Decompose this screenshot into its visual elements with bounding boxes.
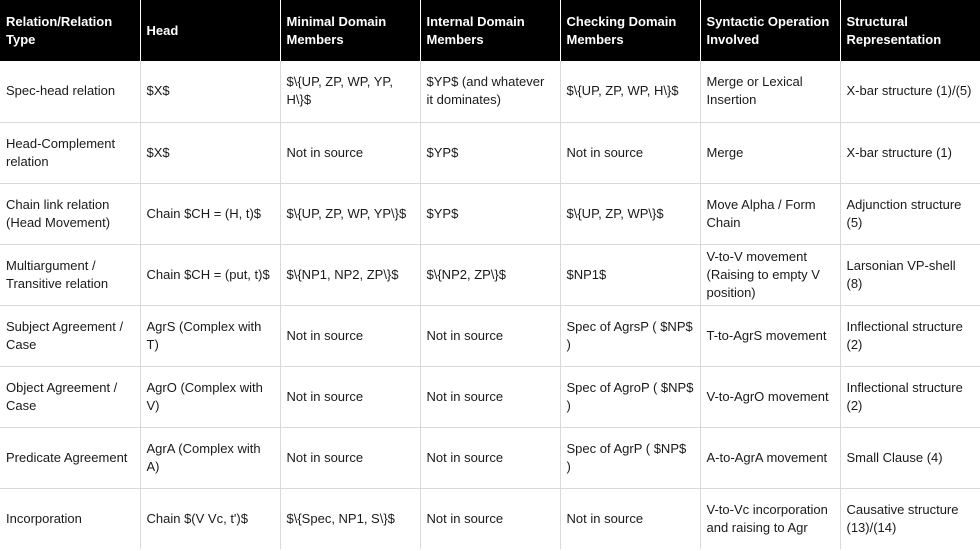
cell-structural-representation: Larsonian VP-shell (8) — [840, 244, 980, 305]
cell-head: Chain $CH = (put, t)$ — [140, 244, 280, 305]
table-row — [0, 61, 980, 122]
cell-syntactic-operation: Merge — [700, 122, 840, 183]
cell-head: AgrO (Complex with V) — [140, 366, 280, 427]
cell-structural-representation: Adjunction structure (5) — [840, 183, 980, 244]
cell-internal-domain: Not in source — [420, 305, 560, 366]
cell-internal-domain: Not in source — [420, 427, 560, 488]
cell-internal-domain: $YP$ — [420, 122, 560, 183]
cell-internal-domain: $\{NP2, ZP\}$ — [420, 244, 560, 305]
cell-relation-type: Head-Complement relation — [0, 122, 140, 183]
table-row — [0, 427, 980, 488]
cell-checking-domain: $\{UP, ZP, WP\}$ — [560, 183, 700, 244]
cell-head: AgrS (Complex with T) — [140, 305, 280, 366]
cell-minimal-domain: $\{Spec, NP1, S\}$ — [280, 488, 420, 549]
cell-syntactic-operation: A-to-AgrA movement — [700, 427, 840, 488]
table-row — [0, 244, 980, 305]
cell-relation-type: Spec-head relation — [0, 61, 140, 122]
header-syntactic-operation: Syntactic Operation Involved — [700, 0, 840, 61]
cell-checking-domain: Not in source — [560, 122, 700, 183]
cell-minimal-domain: $\{UP, ZP, WP, YP\}$ — [280, 183, 420, 244]
table-row — [0, 122, 980, 183]
cell-relation-type: Predicate Agreement — [0, 427, 140, 488]
header-internal-domain: Internal Domain Members — [420, 0, 560, 61]
table-header — [0, 0, 980, 61]
cell-internal-domain: $YP$ — [420, 183, 560, 244]
cell-minimal-domain: $\{NP1, NP2, ZP\}$ — [280, 244, 420, 305]
cell-checking-domain: $NP1$ — [560, 244, 700, 305]
cell-syntactic-operation: Move Alpha / Form Chain — [700, 183, 840, 244]
header-minimal-domain: Minimal Domain Members — [280, 0, 420, 61]
cell-internal-domain: Not in source — [420, 488, 560, 549]
cell-checking-domain: Spec of AgrsP ( $NP$ ) — [560, 305, 700, 366]
cell-checking-domain: Spec of AgroP ( $NP$ ) — [560, 366, 700, 427]
cell-structural-representation: Inflectional structure (2) — [840, 366, 980, 427]
table-row — [0, 488, 980, 549]
cell-relation-type: Subject Agreement / Case — [0, 305, 140, 366]
cell-syntactic-operation: T-to-AgrS movement — [700, 305, 840, 366]
cell-relation-type: Object Agreement / Case — [0, 366, 140, 427]
cell-structural-representation: X-bar structure (1)/(5) — [840, 61, 980, 122]
cell-syntactic-operation: Merge or Lexical Insertion — [700, 61, 840, 122]
cell-minimal-domain: $\{UP, ZP, WP, YP, H\}$ — [280, 61, 420, 122]
cell-head: Chain $(V Vc, t')$ — [140, 488, 280, 549]
cell-minimal-domain: Not in source — [280, 427, 420, 488]
cell-relation-type: Multiargument / Transitive relation — [0, 244, 140, 305]
table-row — [0, 305, 980, 366]
cell-checking-domain: Spec of AgrP ( $NP$ ) — [560, 427, 700, 488]
cell-minimal-domain: Not in source — [280, 366, 420, 427]
cell-syntactic-operation: V-to-AgrO movement — [700, 366, 840, 427]
cell-syntactic-operation: V-to-V movement (Raising to empty V position) — [700, 244, 840, 305]
cell-internal-domain: $YP$ (and whatever it dominates) — [420, 61, 560, 122]
cell-structural-representation: Small Clause (4) — [840, 427, 980, 488]
cell-structural-representation: X-bar structure (1) — [840, 122, 980, 183]
table-body — [0, 61, 980, 549]
table-row — [0, 183, 980, 244]
cell-checking-domain: Not in source — [560, 488, 700, 549]
cell-head: Chain $CH = (H, t)$ — [140, 183, 280, 244]
cell-structural-representation: Inflectional structure (2) — [840, 305, 980, 366]
cell-relation-type: Incorporation — [0, 488, 140, 549]
header-checking-domain: Checking Domain Members — [560, 0, 700, 61]
cell-internal-domain: Not in source — [420, 366, 560, 427]
cell-minimal-domain: Not in source — [280, 122, 420, 183]
header-relation-type: Relation/Relation Type — [0, 0, 140, 61]
cell-relation-type: Chain link relation (Head Movement) — [0, 183, 140, 244]
cell-head: $X$ — [140, 61, 280, 122]
cell-head: $X$ — [140, 122, 280, 183]
cell-minimal-domain: Not in source — [280, 305, 420, 366]
table-row — [0, 366, 980, 427]
cell-structural-representation: Causative structure (13)/(14) — [846, 501, 959, 535]
cell-checking-domain: $\{UP, ZP, WP, H\}$ — [560, 61, 700, 122]
header-row — [0, 0, 980, 61]
header-head: Head — [140, 0, 280, 61]
cell-syntactic-operation: V-to-Vc incorporation and raising to Agr — [700, 488, 840, 549]
cell-head: AgrA (Complex with A) — [140, 427, 280, 488]
header-structural-representation: Structural Representation — [840, 0, 980, 61]
